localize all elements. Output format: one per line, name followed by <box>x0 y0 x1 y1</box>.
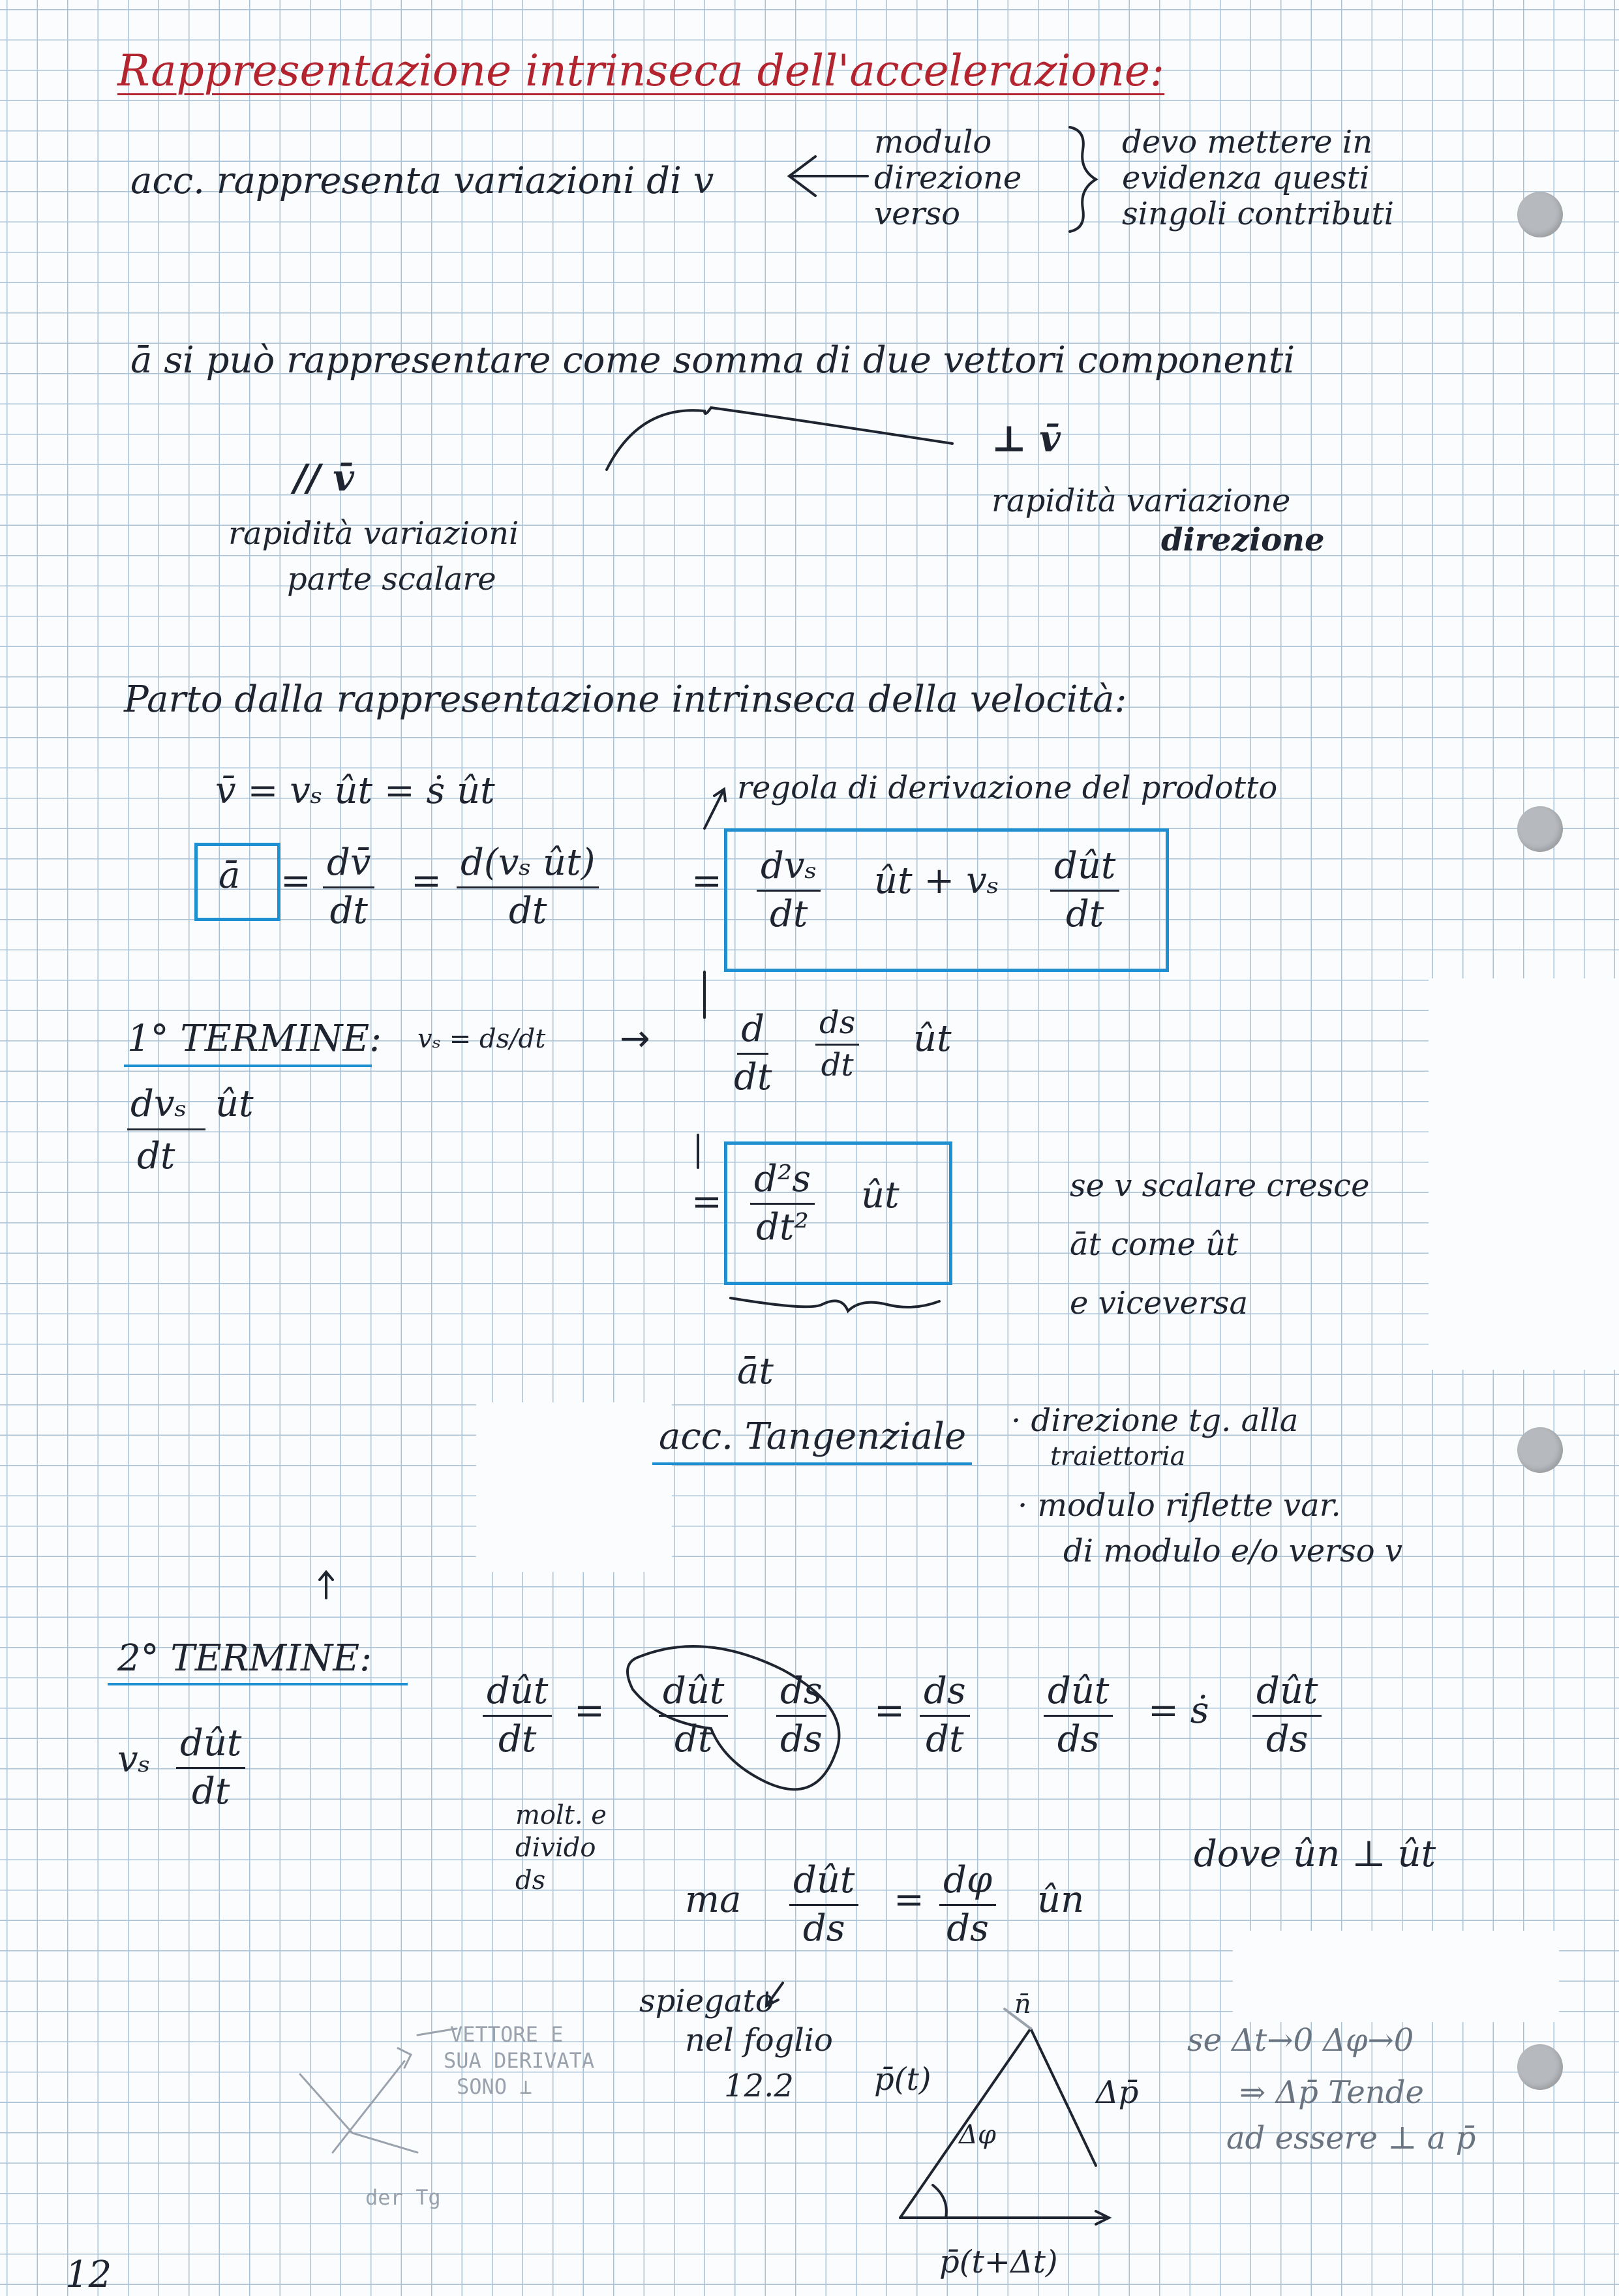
term1-arrow: → <box>620 1018 650 1060</box>
term2-spiegato-1: spiegato <box>639 1983 774 2019</box>
term1-result-ut: ût <box>861 1174 900 1216</box>
term2-c6-den: ds <box>1265 1718 1309 1760</box>
term1-step-ds-den: dt <box>821 1047 854 1083</box>
term2-c6-num: dût <box>1252 1670 1322 1717</box>
main-middle-term: ût + vₛ <box>874 860 999 902</box>
term1-expr-num: dvₛ <box>130 1083 187 1125</box>
sketch-dphi: Δφ <box>959 2120 996 2150</box>
sketch-limit-1: se Δt→0 Δφ→0 <box>1187 2022 1414 2059</box>
page-title: Rappresentazione intrinseca dell'accelerazione: <box>117 46 1165 96</box>
spiegato-arrow-icon <box>766 1983 783 2006</box>
start-line: Parto dalla rappresentazione intrinseca della velocità: <box>124 678 1127 721</box>
term2-ma-after: ûn <box>1037 1879 1085 1921</box>
intro-item-verso: verso <box>874 196 960 232</box>
product-rule-arrow-icon <box>704 789 725 828</box>
term2-mult-note-2: divido <box>515 1833 596 1863</box>
main-frac-dv-num: dv̄ <box>323 841 374 888</box>
main-frac-dvsut-den: dt <box>509 890 547 932</box>
perp-desc-1: rapidità variazione <box>991 483 1291 519</box>
left-sketch-normal <box>333 2048 411 2152</box>
sketch-n: n̄ <box>1014 1989 1031 2019</box>
term1-bullet-2b: di modulo e/o verso v <box>1063 1533 1403 1569</box>
term2-c5-den: ds <box>1057 1718 1100 1760</box>
term2-c4-num: ds <box>920 1670 970 1717</box>
term2-mult-note-3: ds <box>515 1865 546 1896</box>
term1-vs-def: vₛ = ds/dt <box>417 1024 546 1054</box>
term2-ma-den: ds <box>802 1907 845 1950</box>
term1-note-3: e viceversa <box>1070 1285 1248 1322</box>
intro-brace-icon <box>1070 127 1096 232</box>
intro-item-modulo: modulo <box>874 124 992 160</box>
main-eq-sign-2: = <box>411 860 442 902</box>
term1-step-d-num: d <box>737 1008 768 1055</box>
page-number: 12 <box>65 2254 112 2296</box>
main-frac-dvsut-num: d(vₛ ût) <box>457 841 599 888</box>
main-lhs: ā <box>219 854 241 897</box>
term2-c2-den: dt <box>674 1718 713 1760</box>
sketch-note-1: VETTORE E <box>450 2022 564 2047</box>
parallel-desc-2: parte scalare <box>287 561 496 597</box>
parallel-symbol: // v̄ <box>294 457 354 500</box>
main-frac-dvs-num: dvₛ <box>757 845 821 892</box>
main-eq-sign-3: = <box>691 860 722 902</box>
velocity-equation: v̄ = vₛ ût = ṡ ût <box>215 770 495 812</box>
decomp-line: ā si può rappresentare come somma di due vettori componenti <box>130 339 1295 382</box>
term1-step-ut: ût <box>913 1018 952 1060</box>
term1-label: 1° TERMINE: <box>127 1018 382 1060</box>
term2-c4-den: dt <box>926 1718 964 1760</box>
intro-note-1: devo mettere in <box>1122 124 1373 160</box>
sketch-p-tdt: p̄(t+Δt) <box>939 2244 1058 2280</box>
product-rule-note: regola di derivazione del prodotto <box>737 770 1278 806</box>
term2-perp-note: dove ûn ⊥ ût <box>1194 1833 1436 1875</box>
term2-label: 2° TERMINE: <box>117 1637 372 1680</box>
intro-note-3: singoli contributi <box>1122 196 1395 232</box>
term1-step-ds-num: ds <box>815 1004 859 1046</box>
term2-spiegato-2: nel foglio <box>685 2022 833 2059</box>
term2-expr-pre: vₛ <box>117 1738 151 1781</box>
main-eq-sign-1: = <box>280 860 311 902</box>
term2-expr-num: dût <box>176 1722 245 1769</box>
triangle-p-tdt-line <box>900 2211 1109 2224</box>
term2-c6-pre: = ṡ <box>1148 1689 1209 1732</box>
term1-at-label: āt <box>737 1350 774 1393</box>
term1-note-2: āt come ût <box>1070 1226 1239 1263</box>
main-frac-dvs-den: dt <box>770 893 808 935</box>
term1-eq-sign: = <box>691 1181 722 1223</box>
circle-highlight <box>628 1646 839 1789</box>
sketch-note-2: SUA DERIVATA <box>444 2048 595 2073</box>
term1-expr-den: dt <box>137 1135 175 1177</box>
term1-bullet-1: · direzione tg. alla <box>1011 1402 1299 1439</box>
sketch-limit-3: ad essere ⊥ a p̄ <box>1226 2120 1476 2156</box>
main-frac-dv-den: dt <box>329 890 368 932</box>
term2-eq-1: = <box>574 1689 605 1732</box>
triangle-dp-line <box>1031 2029 1096 2166</box>
term2-ma-num-2: dφ <box>939 1859 996 1906</box>
intro-item-direzione: direzione <box>874 160 1022 196</box>
term2-ma-eq: = <box>894 1879 924 1921</box>
term2-mult-note-1: molt. e <box>515 1800 607 1830</box>
term1-result-num: d²s <box>750 1158 815 1205</box>
term2-ma: ma <box>685 1879 742 1921</box>
term1-note-1: se v scalare cresce <box>1070 1168 1370 1204</box>
sketch-p-t: p̄(t) <box>874 2061 931 2098</box>
term2-c3-num: ds <box>776 1670 826 1717</box>
triangle-p-t-line <box>900 2029 1031 2218</box>
parallel-desc-1: rapidità variazioni <box>228 515 519 552</box>
term2-eq-2: = <box>874 1689 905 1732</box>
perp-symbol: ⊥ v̄ <box>991 417 1061 461</box>
at-brace-icon <box>731 1298 939 1311</box>
term2-ma-num: dût <box>789 1859 858 1906</box>
term1-result-den: dt² <box>756 1206 809 1248</box>
term1-bullet-2: · modulo riflette var. <box>1018 1487 1341 1524</box>
term2-c5-num: dût <box>1044 1670 1113 1717</box>
triangle-n-line <box>1005 2009 1031 2029</box>
term2-ma-den-2: ds <box>946 1907 989 1950</box>
left-sketch-tangent <box>300 2074 417 2152</box>
term2-expr-den: dt <box>192 1770 230 1813</box>
perp-desc-2: direzione <box>1161 522 1325 558</box>
term2-c1-num: dût <box>483 1670 552 1717</box>
intro-lead: acc. rappresenta variazioni di v <box>130 160 714 202</box>
main-frac-dut-num: dût <box>1050 845 1119 892</box>
intro-note-2: evidenza questi <box>1122 160 1370 196</box>
term1-at-name: acc. Tangenziale <box>659 1415 967 1458</box>
decomp-curve <box>607 408 952 470</box>
term1-step-d-den: dt <box>734 1056 772 1098</box>
triangle-dphi-arc <box>933 2185 946 2218</box>
sketch-limit-2: ⇒ Δp̄ Tende <box>1239 2074 1424 2111</box>
term2-c2-num: dût <box>659 1670 728 1717</box>
sketch-left-label: der Tg <box>365 2185 441 2210</box>
sketch-note-3: SONO ⊥ <box>457 2074 532 2099</box>
main-frac-dut-den: dt <box>1066 893 1104 935</box>
sketch-dp: Δp̄ <box>1096 2074 1139 2111</box>
term2-c3-den: ds <box>780 1718 823 1760</box>
small-up-arrow-icon <box>320 1572 333 1598</box>
term2-spiegato-3: 12.2 <box>724 2068 794 2104</box>
connector-line <box>698 972 704 1168</box>
left-sketch-arrow <box>417 2029 457 2035</box>
intro-arrow-icon <box>789 157 868 196</box>
term1-bullet-1b: traiettoria <box>1050 1442 1186 1472</box>
term1-expr-after: ût <box>215 1083 254 1125</box>
term2-c1-den: dt <box>498 1718 537 1760</box>
